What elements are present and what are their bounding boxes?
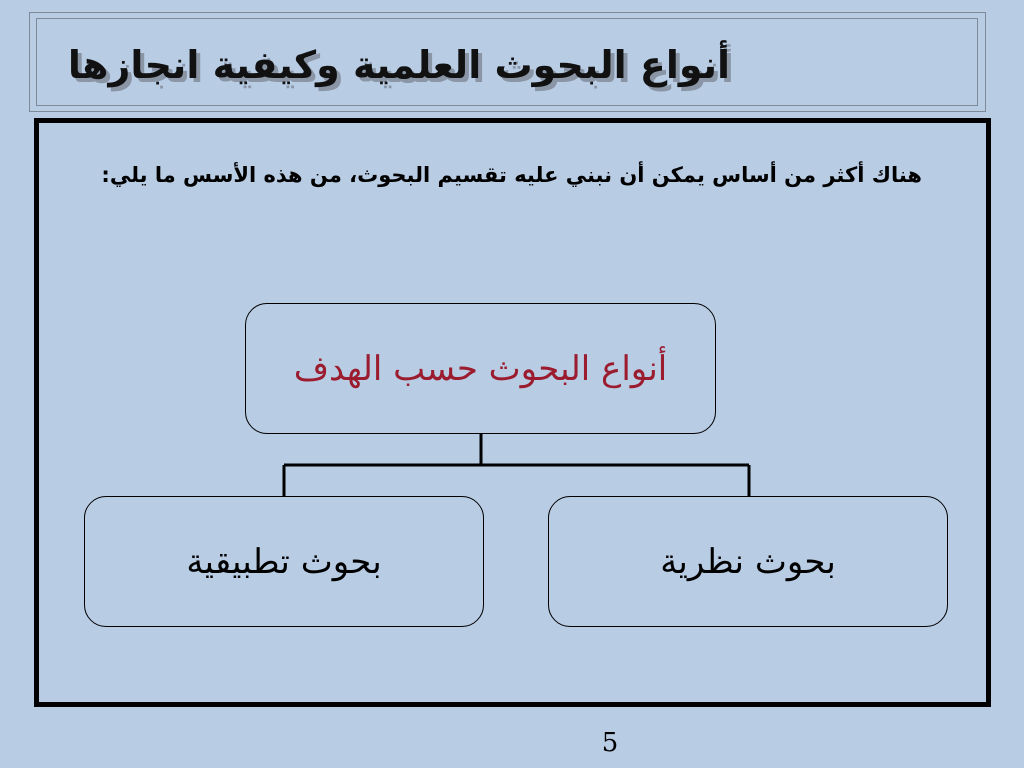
diagram-root-node (245, 303, 716, 434)
diagram-root-label: أنواع البحوث حسب الهدف (293, 348, 668, 389)
diagram-node-applied (84, 496, 484, 627)
intro-text: هناك أكثر من أساس يمكن أن نبني عليه تقسيم البحوث، من هذه الأسس ما يلي: (101, 163, 922, 187)
diagram-node-applied-label: بحوث تطبيقية (186, 541, 382, 582)
slide-title: أنواع البحوث العلمية وكيفية انجازها (67, 43, 730, 87)
diagram-node-theoretical-label: بحوث نظرية (660, 541, 836, 582)
diagram-node-theoretical (548, 496, 948, 627)
page-number: 5 (601, 728, 619, 758)
